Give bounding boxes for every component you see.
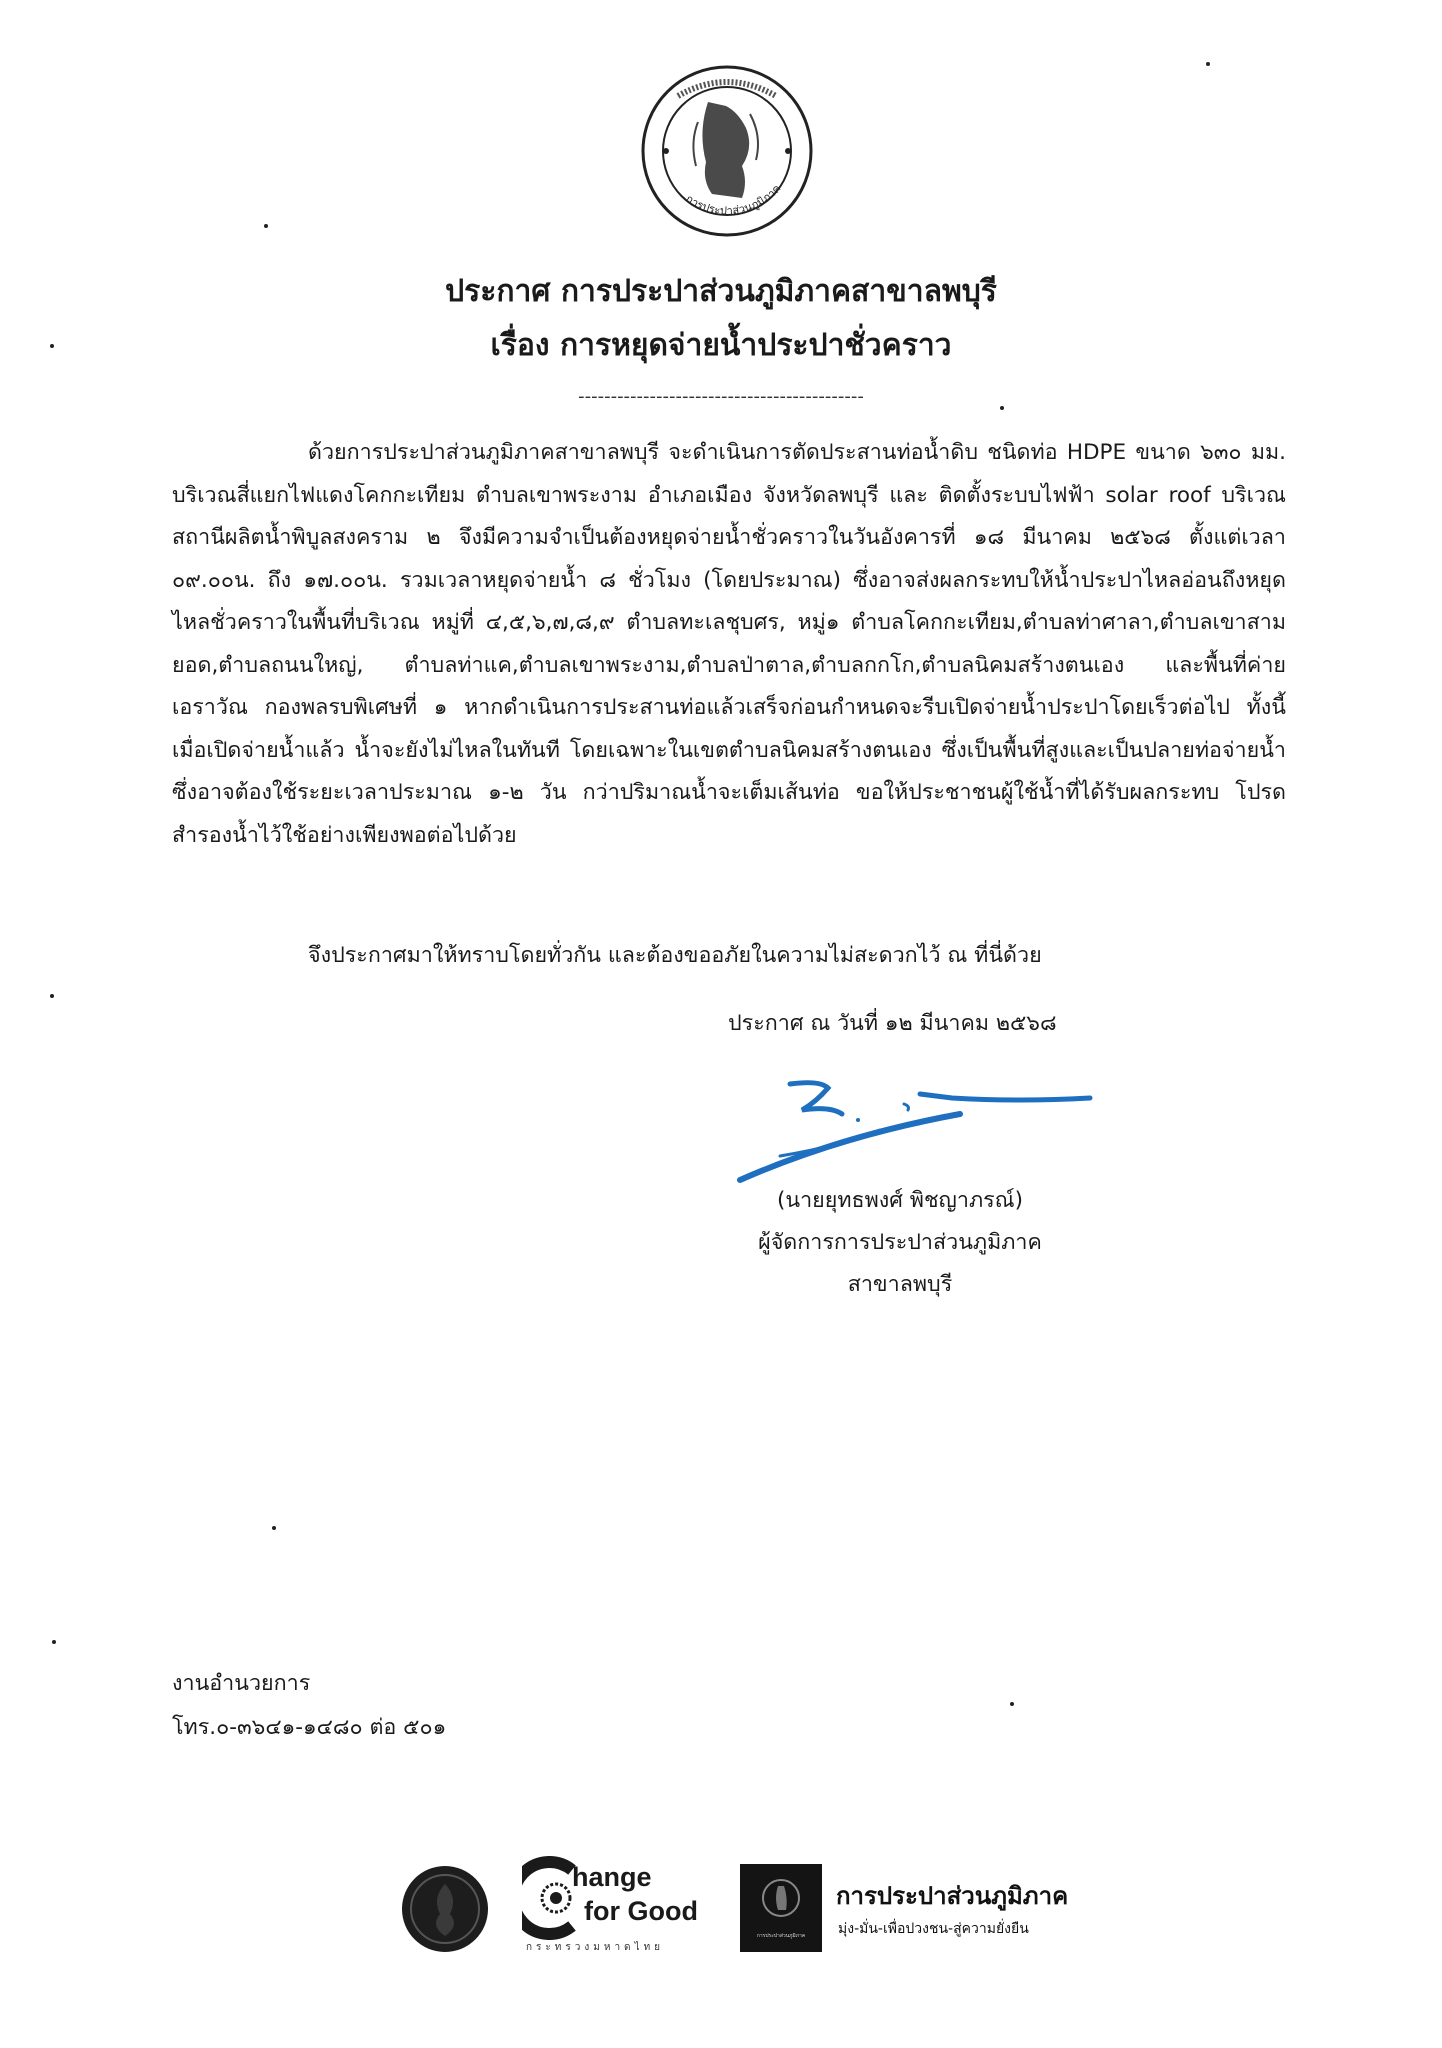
announcement-date: ประกาศ ณ วันที่ ๑๒ มีนาคม ๒๕๖๘	[728, 1011, 1057, 1036]
scan-speck	[50, 994, 54, 998]
title-separator: --------------------------------------------	[578, 386, 864, 407]
scan-speck	[1206, 62, 1210, 66]
change-for-good-word2: for Good	[584, 1896, 698, 1926]
scan-speck	[50, 344, 54, 348]
pwa-small-emblem-icon	[740, 1864, 822, 1928]
signatory-branch: สาขาลพบุรี	[847, 1272, 953, 1297]
scan-speck	[272, 1526, 276, 1530]
closing-statement: จึงประกาศมาให้ทราบโดยทั่วกัน และต้องขออภัยในความไม่สะดวกไว้ ณ ที่นี่ด้วย	[308, 943, 1042, 968]
handwritten-signature	[720, 1076, 1100, 1194]
change-for-good-word1: hange	[572, 1862, 652, 1892]
pwa-name: การประปาส่วนภูมิภาค	[836, 1882, 1069, 1910]
signatory-block	[700, 1180, 1100, 1306]
scan-speck	[264, 224, 268, 228]
signatory-name: (นายยุทธพงศ์ พิชญาภรณ์)	[776, 1188, 1023, 1213]
pwa-emblem-icon	[638, 62, 816, 240]
contact-phone: โทร.๐-๓๖๔๑-๑๔๘๐ ต่อ ๕๐๑	[172, 1715, 447, 1740]
body-paragraph: ด้วยการประปาส่วนภูมิภาคสาขาลพบุรี จะดำเนินการตัดประสานท่อน้ำดิบ ชนิดท่อ HDPE ขนาด ๖๓๐ มม. บริเวณสี่แยกไฟแดงโคกกะเทียม ตำบลเขาพระงาม อำเภอเมือง จังหวัดลพบุรี และ ติดตั้งระบบไฟฟ้า solar roof บริเวณสถานีผลิตน้ำพิบูลสงคราม ๒ จึงมีความจำเป็นต้องหยุดจ่ายน้ำชั่วคราวในวันอังคารที่ ๑๘ มีนาคม ๒๕๖๘ ตั้งแต่เวลา ๐๙.๐๐น. ถึง ๑๗.๐๐น. รวมเวลาหยุดจ่ายน้ำ ๘ ชั่วโมง (โดยประมาณ) ซึ่งอาจส่งผลกระทบให้น้ำประปาไหลอ่อนถึงหยุดไหลชั่วคราวในพื้นที่บริเวณ หมู่ที่ ๔,๕,๖,๗,๘,๙ ตำบลทะเลชุบศร, หมู่๑ ตำบลโคกกะเทียม,ตำบลท่าศาลา,ตำบลเขาสามยอด,ตำบลถนนใหญ่, ตำบลท่าแค,ตำบลเขาพระงาม,ตำบลป่าตาล,ตำบลกกโก,ตำบลนิคมสร้างตนเอง และพื้นที่ค่ายเอราวัณ กองพลรบพิเศษที่ ๑ หากดำเนินการประสานท่อแล้วเสร็จก่อนกำหนดจะรีบเปิดจ่ายน้ำประปาโดยเร็วต่อไป ทั้งนี้ เมื่อเปิดจ่ายน้ำแล้ว น้ำจะยังไม่ไหลในทันที โดยเฉพาะในเขตตำบลนิคมสร้างตนเอง ซึ่งเป็นพื้นที่สูงและเป็นปลายท่อจ่ายน้ำ ซึ่งอาจต้องใช้ระยะเวลาประมาณ ๑-๒ วัน กว่าปริมาณน้ำจะเต็มเส้นท่อ ขอให้ประชาชนผู้ใช้น้ำที่ได้รับผลกระทบ โปรดสำรองน้ำไว้ใช้อย่างเพียงพอต่อไปด้วย	[172, 440, 1286, 848]
change-for-good-logo	[522, 1856, 722, 1956]
scan-speck	[52, 1640, 56, 1644]
pwa-slogan: มุ่ง-มั่น-เพื่อปวงชน-สู่ความยั่งยืน	[838, 1921, 1029, 1937]
signatory-position: ผู้จัดการการประปาส่วนภูมิภาค	[758, 1230, 1042, 1255]
ministry-label: กระทรวงมหาดไทย	[526, 1942, 665, 1953]
scan-speck	[1010, 1702, 1014, 1706]
contact-info	[172, 1662, 446, 1750]
pwa-logo-box	[740, 1864, 822, 1952]
ministry-seal-icon	[400, 1864, 490, 1954]
announcement-title: ประกาศ การประปาส่วนภูมิภาคสาขาลพบุรี	[445, 274, 997, 309]
scan-speck	[1000, 406, 1004, 410]
announcement-body	[172, 432, 1286, 857]
announcement-subject: เรื่อง การหยุดจ่ายน้ำประปาชั่วคราว	[490, 328, 952, 363]
footer-logos	[400, 1856, 1100, 1956]
emblem-ring-text: การประปาส่วนภูมิภาค	[683, 182, 784, 218]
pwa-box-caption: การประปาส่วนภูมิภาค	[756, 1933, 806, 1939]
contact-department: งานอำนวยการ	[172, 1671, 311, 1696]
